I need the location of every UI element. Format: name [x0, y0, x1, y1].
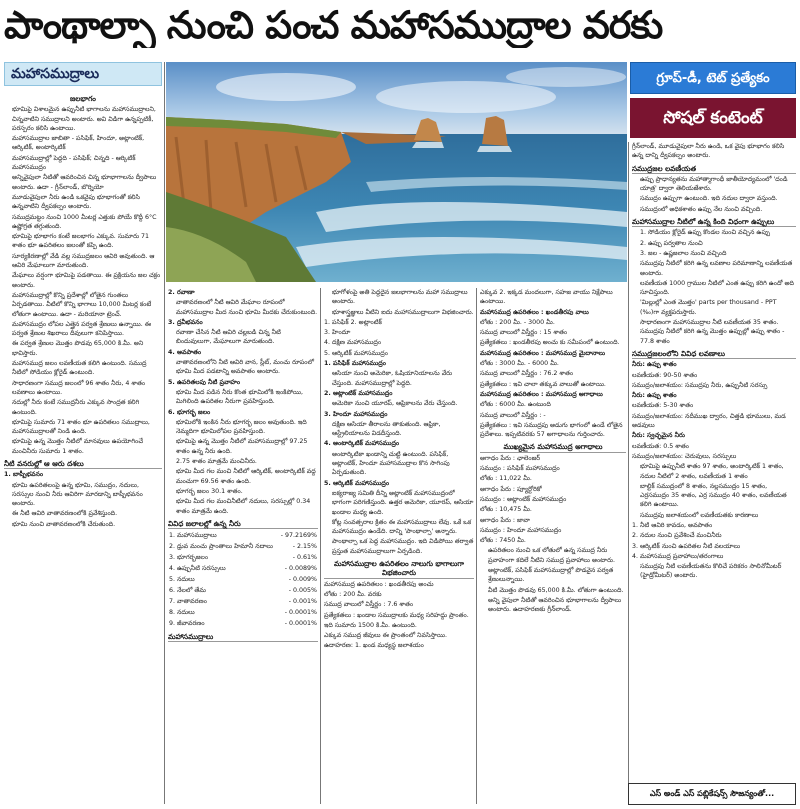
list-item: • మహాసముద్రాల్లో కొన్ని ప్రదేశాల్లో లోతైన గుంతలు ఏర్పడతాయి. వీటిలో కొన్ని భాగాలు 10,000 మీటర్ల కంటే లోతుగా ఉంటాయి. ఉదా - మరియానా ట్రెంచ్. [12, 291, 162, 319]
list-item: • భూమి నుంచి వాతావరణంలోకి చేరుతుంది. [12, 520, 162, 529]
paragraph: మహాసముద్ర ఉపరితలం : మహాసముద్ర అగాధాలు [480, 390, 603, 398]
list-item: • భూమిపై ఉన్న మొత్తం నీటిలో మహాసముద్రాల్లో 97.25 శాతం ఉన్న నీరు ఉంది. [176, 437, 318, 456]
table-row [168, 585, 318, 596]
paragraph: లోతు : 10,475 మీ. [480, 506, 532, 514]
table-cell: 9. జీవావరణం [169, 620, 205, 628]
list-item: • భూగర్భ జలం 30.1 శాతం. [176, 487, 318, 496]
list-item: • భూమిపై భూభాగం కంటే జలభాగం ఎక్కువ. సుమారు 71 శాతం భూ ఉపరితలం జలంతో కప్పి ఉంది. [12, 232, 162, 251]
paragraph: సముద్రం/జలాశయం: చెరువులు, సరస్సులు [632, 452, 737, 460]
table-cell: 3. భూగర్భజలం [169, 554, 209, 562]
col1-section-heading: నీటి వనరుల్లో ఆ ఆరు దశలు [4, 459, 162, 469]
table-cell: - 0.0001% [284, 609, 317, 617]
list-item: • భూమిపై విశాలమైన ఉప్పునీటి భాగాలను మహాసముద్రాలని, చిన్నవాటిని సముద్రాలని అంటారు. అవి విడిగా ఉన్నప్పటికీ, పరస్పరం కలిసి ఉంటాయి. [12, 105, 162, 133]
list-item: • 'మిల్లుల్లో ఎంత మొత్తం' parts per thousand - PPT (‰)గా వ్యక్తపరుస్తారు. [640, 298, 796, 317]
table-row [168, 530, 318, 541]
table-cell: 7. వాతావరణం [169, 598, 207, 606]
list-item: • ఈ పర్వత శ్రేణుల మొత్తం పొడవు 65,000 కి.మీ. అని భావిస్తారు. [12, 339, 162, 358]
list-item: • మూడువైపులా నీరు ఉండి ఒకవైపు భూభాగంతో కలిసి ఉన్నవాటిని ద్వీపకల్పం అంటారు. [12, 193, 162, 212]
list-item: • వాతావరణంలో నీటి ఆవిరి మేఘాల రూపంలో మహాసముద్రాల మీద నుంచి భూమి మీదకు చేరుకుంటుంది. [176, 298, 318, 317]
list-item: • భూమిపై ఉప్పునీటి శాతం 97 శాతం, అంటార్కిటిక్ 1 శాతం, నదుల నీటిలో 2 శాతం, లవణీయత 1 శాతం [640, 462, 796, 481]
paragraph: 5. ఆర్కిటిక్ మహాసముద్రం [324, 479, 390, 487]
list-item: • భూమి మీద గల మంచినీటిలో నదులు, సరస్సుల్లో 0.34 శాతం మాత్రమే ఉంది. [176, 497, 318, 516]
list-item: • 2.75 శాతం మాత్రమే మంచినీరు. [176, 457, 318, 466]
paragraph: 3. ఆర్కిటిక్ నుంచి ఉపరితల నీటి వలయాలు [632, 542, 741, 550]
list-item: • 2. ఉప్పు పర్వతాల నుంచి [640, 239, 796, 248]
list-item: • అమెరికా నుంచి యూరప్, ఆఫ్రికాలను వేరు చేస్తుంది. [332, 399, 474, 408]
col5-section-heading-1: సముద్రజల లవణీయత [632, 164, 796, 174]
list-item: • సముద్రం ఉప్పుగా ఉంటుంది. ఇది నదుల ద్వారా వస్తుంది. [640, 194, 796, 203]
col2-list-c [168, 358, 318, 377]
table-cell: - 0.61% [292, 554, 317, 562]
col3-list-b [324, 369, 474, 388]
paragraph: మహాసముద్ర ఉపరితలం : మహాసముద్ర మైదానాలు [480, 349, 606, 357]
list-item: • 3. జల - ఉష్ణజలాల నుంచి వచ్చింది [640, 249, 796, 258]
list-item: • సాధారణంగా మహాసముద్రాల నీటి లవణీయత 35 శాతం. సముద్రపు నీటిలో కరిగి ఉన్న మొత్తం ఉప్పుల్లో ఉప్పు శాతం - 77.8 శాతం [640, 318, 796, 346]
column-4 [480, 288, 626, 804]
section-strip-oceans: మహాసముద్రాలు [4, 62, 162, 86]
table-cell: 1. మహాసముద్రాలు [169, 532, 217, 540]
paragraph: 4. దక్షిణ మహాసముద్రం [324, 339, 382, 347]
list-item: • కోట్ల సంవత్సరాల క్రితం ఈ మహాసముద్రాలు లేవు. ఒకే ఒక మహాసముద్రం ఉండేది. దాన్ని 'పాంథాల్సా' అన్నారు. [332, 518, 474, 537]
col3-list-e [324, 450, 474, 478]
publisher-credit-tab: ఎస్ అండ్ ఎస్ పబ్లికేషన్స్ సౌజన్యంతో... [628, 783, 796, 805]
table-cell: - 0.001% [288, 598, 317, 606]
col3-list-f [324, 489, 474, 556]
paragraph: 5. ఉపరితలపు నీటి ప్రవాహం [168, 378, 241, 386]
paragraph: సముద్రం/జలాశయం: నదీముఖ ద్వారం, చిత్తడి భూములు, మడ అడవులు [632, 412, 786, 430]
paragraph: 4. అవపాతం [168, 348, 202, 356]
list-item: • వాతావరణంలోని నీటి ఆవిరి వాన, స్లీట్, మంచు రూపంలో భూమి మీద పడటాన్ని అవపాతం అంటారు. [176, 358, 318, 377]
table-cell: 4. ఉప్పునీటి సరస్సులు [169, 565, 226, 573]
list-item: • సముద్రపు జలాశయంలో లవణీయతకు కారణాలు [640, 511, 796, 520]
table-cell: 2. ధ్రువ మంచు ప్రాంతాలు హిమానీ నదాలు [169, 543, 273, 551]
paragraph: 2. రవాణా [168, 289, 195, 296]
list-item: • వీటి మొత్తం పొడవు 65,000 కి.మీ. లోతుగా ఉంటుంది. [488, 586, 626, 595]
table-row [168, 607, 318, 618]
paragraph: 1. బాష్పీభవనం [4, 471, 44, 479]
col4-section-heading: ముఖ్యమైన మహాసముద్ర అగాధాలు [480, 442, 626, 452]
paragraph: లవణీయత: 0.5 శాతం [632, 442, 689, 450]
col2-table-title: వివిధ జలాలల్లో ఉన్న నీరు [168, 519, 318, 529]
table-row [168, 574, 318, 585]
list-item: • అంటార్కిటికా ఖండాన్ని చుట్టి ఉంటుంది. పసిఫిక్, అట్లాంటిక్, హిందూ మహాసముద్రాల కొన సాగింపు ఏర్పడుతుంది. [332, 450, 474, 478]
paragraph: 2. నదుల నుంచి ప్రవేశించే మంచినీరు [632, 532, 722, 540]
paragraph: ఇది సుమారు 1500 కి.మీ. ఉంటుంది. [324, 621, 417, 629]
paragraph: నీరు: ఉప్పు శాతం [632, 392, 677, 400]
table-cell: - 0.0001% [284, 620, 317, 628]
table-cell: 8. నదులు [169, 609, 195, 617]
paragraph: సముద్రం : అట్లాంటిక్ మహాసముద్రం [480, 495, 567, 503]
paragraph: 1. పసిఫిక్ 2. అట్లాంటిక్ [324, 318, 382, 326]
list-item: • మేఘాలు వర్షంగా భూమిపై పడతాయి. ఈ ప్రక్రియను జల చక్రం అంటారు. [12, 271, 162, 290]
column-divider [320, 288, 321, 804]
list-item: • అన్నివైపులా నీటితో ఆవరించిన చిన్న భూభాగాలను ద్వీపాలు అంటారు. ఉదా - గ్రీన్‌లాండ్, బొర్నియో [12, 173, 162, 192]
paragraph: నీరు: ఉప్పు శాతం [632, 361, 677, 369]
col2-list-d [168, 388, 318, 407]
list-item: • భూశాస్త్రజ్ఞులు వీటిని ఐదు మహాసముద్రాలుగా విభజించారు. [332, 308, 474, 317]
paragraph: నీరు: స్వచ్ఛమైన నీరు [632, 432, 685, 440]
column-divider [164, 62, 165, 804]
col1-subheading: జలభాగం [70, 94, 96, 103]
list-item: • లవణీయత 1000 గ్రాముల నీటిలో ఎంత ఉప్పు కరిగి ఉందో అది సూచిస్తుంది. [640, 279, 796, 298]
paragraph: సముద్రం/జలాశయం: సముద్రపు నీరు, ఉప్పునీటి సరస్సు [632, 381, 768, 389]
paragraph: ప్రత్యేకతలు : ఖండాల సముద్రాలకు మధ్య సరిహద్దు ప్రాంతం. [324, 611, 469, 619]
table-cell: 6. నేలలో తేమ [169, 587, 206, 595]
paragraph: 5. ఆర్కిటిక్ మహాసముద్రం [324, 349, 388, 357]
paragraph: మహాసముద్ర ఉపరితలం : ఖండతీరపు అంచు [324, 580, 434, 588]
paragraph: ప్రత్యేకతలు : ఇవి సముద్రపు అడుగు భాగంలో ఉండే లోతైన ప్రదేశాలు. ఇప్పటివరకు 57 అగాధాలను గుర్తించారు. [480, 421, 623, 439]
paragraph: 3. ద్రవీభవనం [168, 318, 203, 326]
table-row [168, 563, 318, 574]
list-item: • పాంథాల్సా ఒక పెద్ద మహాసముద్రం. ఇది విడిపోయి తర్వాత ప్రస్తుత మహాసముద్రాలుగా ఏర్పడింది. [332, 537, 474, 556]
paragraph: లోతు : 7450 మీ. [480, 537, 526, 545]
col3-section-heading: మహాసముద్రాల ఉపరితలం నాలుగు భాగాలుగా విభజించారు [324, 559, 474, 579]
col2-list-b [168, 328, 318, 347]
paragraph: సముద్రం : హిందూ మహాసముద్రం [480, 526, 562, 534]
list-item: • 1. సోడియం క్లోరైడ్ ఉప్పు కొండల నుంచి వచ్చిన ఉప్పు [640, 228, 796, 237]
paragraph: ప్రత్యేకతలు : ఖండతీరపు అంచు కు సమీపంలో ఉంటుంది. [480, 339, 620, 347]
list-item: • సముద్రమట్టం నుంచి 1000 మీటర్ల ఎత్తుకు పోయే కొద్దీ 6°C ఉష్ణోగ్రత తగ్గుతుంది. [12, 213, 162, 232]
water-distribution-table [168, 530, 318, 629]
paragraph: అగాధం పేరు : ప్యూర్టోరికో [480, 485, 542, 493]
list-item: • భూగోళంపై అతి పెద్దదైన జలభాగాలను మహా సముద్రాలు అంటారు. [332, 288, 474, 307]
paragraph: ఎక్కువ సముద్ర జీవులు ఈ ప్రాంతంలో నివసిస్తాయి. [324, 632, 447, 640]
list-item: • సముద్రపు నీటిలో కరిగి ఉన్న లవణాల పరిమాణాన్ని లవణీయత అంటారు. [640, 259, 796, 278]
paragraph: 2. అట్లాంటిక్ మహాసముద్రం [324, 389, 393, 397]
col4-list [480, 546, 626, 614]
list-item: • మహాసముద్ర జలం లవణీయత కలిగి ఉంటుంది. సముద్ర నీటిలో సోడియం క్లోరైడ్ ఉంటుంది. [12, 359, 162, 378]
col5-list-3 [632, 462, 796, 520]
list-item: • ఉపరితలం నుంచి ఒక లోతులో ఉన్న సముద్ర నీరు ప్రవాహంగా కదిలే నీటిని సముద్ర ప్రవాహాలు అంటారు. [488, 546, 626, 565]
paragraph: 4. అంటార్కిటిక్ మహాసముద్రం [324, 440, 400, 448]
paragraph: లవణీయత: 5-30 శాతం [632, 402, 694, 410]
paragraph: 1. పసిఫిక్ మహాసముద్రం [324, 360, 386, 368]
list-item: • సాధారణంగా సముద్ర జలంలో 96 శాతం నీరు, 4 శాతం లవణాలు ఉంటాయి. [12, 379, 162, 398]
list-item: • మహాసముద్రాల్లో పెద్దది - పసిఫిక్; చిన్నది - ఆర్కిటిక్ మహాసముద్రం [12, 154, 162, 173]
list-item: • మహాసముద్రాల జాబితా - పసిఫిక్, హిందూ, అట్లాంటిక్, ఆర్కిటిక్, అంటార్కిటిక్ [12, 134, 162, 153]
social-content-banner: సోషల్ కంటెంట్ [630, 98, 796, 138]
paragraph: గ్రీన్‌లాండ్, మూడువైపులా నీరు ఉండి, ఒక వైపు భూభాగం కలిసి ఉన్న దాన్ని ద్వీపకల్పం అంటారు. [632, 143, 785, 160]
paragraph: 6. భూగర్భ జలం [168, 408, 211, 416]
col5-section-heading-2: మహాసముద్రాల నీటిలో ఉన్న కింది విధంగా ఉప్పులు [632, 217, 796, 227]
paragraph: లోతు : 6000 మీ. ఉంటుంది [480, 401, 551, 409]
column-3 [324, 288, 474, 804]
paragraph: ఎక్కువ 2. ఇక్కడ మందలుగా, సహజ వాయు నిక్షేపాలు ఉంటాయి. [480, 289, 613, 306]
page-headline: పాంథాల్సా నుంచి పంచ మహాసముద్రాల వరకు [4, 3, 663, 47]
table-row [168, 618, 318, 629]
list-item: • ఉప్పు ప్రాధాన్యతను మహాత్మాగాంధీ జాతీయోద్యమంలో 'దండి యాత్ర' ద్వారా తెలియజేశారు. [640, 175, 796, 194]
list-item: • భూమిపై సుమారు 71 శాతం భూ ఉపరితలం సముద్రాలు, మహాసముద్రాలతో నిండి ఉంది. [12, 418, 162, 437]
list-item: • ఆసియా నుంచి అమెరికా, ఓషియానియాలను వేరు చేస్తుంది. మహాసముద్రాల్లో పెద్దది. [332, 369, 474, 388]
paragraph: లోతు : 11,022 మీ. [480, 475, 532, 483]
list-item: • అట్లాంటిక్, పసిఫిక్ మహాసముద్రాల్లో పొడవైన పర్వత శ్రేణులున్నాయి. [488, 566, 626, 585]
column-divider [628, 142, 629, 804]
table-row [168, 541, 318, 552]
paragraph: 1. నీటి ఆవిరి కావడం, అవపాతం [632, 521, 713, 529]
list-item: • దక్షిణ ఆసియా తీరాలను తాకుతుంది. ఆఫ్రికా, ఆస్ట్రేలియాలను విడదీస్తుంది. [332, 420, 474, 439]
col5-list-2 [632, 228, 796, 346]
col2-list-e [168, 418, 318, 516]
col1-section-list [4, 481, 162, 529]
list-item: • నదుల్లో నీరు కంటే సముద్రనీరు ఎక్కువ సాంద్రత కలిగి ఉంటుంది. [12, 398, 162, 417]
column-2 [168, 288, 318, 804]
paragraph: సముద్ర వాలులో విస్తీర్ణం : 76.2 శాతం [480, 370, 574, 378]
list-item: • బాల్టిక్ సముద్రంలో 8 శాతం, నల్లసముద్రం 15 శాతం, ఎర్రసముద్రం 35 శాతం, ఎర్ర సముద్రం 40 శాతం, లవణీయత కలిగి ఉంటాయి. [640, 482, 796, 510]
table-cell: - 0.009% [288, 576, 317, 584]
paragraph: మహాసముద్ర ఉపరితలం : ఖండతీరపు వాలు [480, 308, 589, 316]
paragraph: ప్రత్యేకతలు : ఇవి చాలా తక్కువ వాలుతో ఉంటాయి. [480, 380, 606, 388]
list-item: • భూమిపై ఉన్న మొత్తం నీటిలో మానవులు ఉపయోగించే మంచినీరు సుమారు 1 శాతం. [12, 437, 162, 456]
col1-list [4, 105, 162, 456]
col2-footer-heading: మహాసముద్రాలు [168, 632, 318, 642]
paragraph: సముద్ర వాలులో విస్తీర్ణం : 15 శాతం [480, 329, 568, 337]
paragraph: అగాధం పేరు : ఛాలెంజర్ [480, 454, 540, 462]
table-row [168, 552, 318, 563]
paragraph: లవణీయత: 90-50 శాతం [632, 371, 698, 379]
table-cell: - 2.15% [292, 543, 317, 551]
col5-list-4 [632, 562, 796, 581]
paragraph: సముద్ర వాలులో విస్తీర్ణం : 7.6 శాతం [324, 601, 414, 609]
col5-list-1 [632, 175, 796, 214]
table-cell: - 0.005% [288, 587, 317, 595]
col5-section-heading-3: సముద్రజలంలోని వివిధ లవణాలు [632, 349, 796, 359]
paragraph: అగాధం పేరు : జావా [480, 516, 530, 524]
column-divider [476, 288, 477, 804]
list-item: • మహాసముద్రం లోపల ఎత్తైన పర్వత శ్రేణులు ఉన్నాయి. ఈ పర్వత శ్రేణుల శిఖరాలు దీవులుగా కనిపిస్తాయి. [12, 320, 162, 339]
col3-list-d [324, 420, 474, 439]
paragraph: లోతు : 200 మీ. - 3000 మీ. [480, 318, 555, 326]
paragraph: 3. హిందూ [324, 329, 351, 337]
paragraph: లోతు : 3000 మీ. - 6000 మీ. [480, 360, 559, 368]
paragraph: సముద్రం : పసిఫిక్ మహాసముద్రం [480, 465, 560, 473]
column-1 [4, 92, 162, 804]
list-item: • భూమి మీద గల మంచి నీటిలో ఆర్కిటిక్, అంటార్కిటిక్ వద్ద మంచుగా 69.56 శాతం ఉంది. [176, 467, 318, 486]
list-item: • ఈ నీటి ఆవిరి వాతావరణంలోకి ప్రవేశిస్తుంది. [12, 509, 162, 518]
table-cell: - 97.2169% [280, 532, 317, 540]
paragraph: ఉదాహరణ: 1. ఖండ మధ్యస్థ జలాశయం [324, 642, 424, 650]
table-row [168, 596, 318, 607]
sea-stacks-coastline-photo [166, 62, 627, 282]
list-item: • భూమి మీద పడిన నీరు కొంత భూమిలోకి ఇంకిపోయి, మిగిలింది ఉపరితల నీరుగా ప్రవహిస్తుంది. [176, 388, 318, 407]
col3-list-c [324, 399, 474, 408]
list-item: • భూమి ఉపరితలంపై ఉన్న భూమి, సముద్రం, నదులు, సరస్సుల నుంచి నీరు ఆవిరిగా మారడాన్ని బాష్పీభవనం అంటారు. [12, 481, 162, 509]
table-cell: - 0.0089% [284, 565, 317, 573]
paragraph: సముద్ర వాలులో విస్తీర్ణం : - [480, 411, 546, 419]
table-cell: 5. నదులు [169, 576, 195, 584]
column-5 [632, 142, 796, 780]
list-item: • సముద్రపు నీటి లవణీయతను కొలిచే పరికరం సాలినోమీటర్ (హైడ్రోమీటర్) అంటారు. [640, 562, 796, 581]
list-item: • ఐక్యరాజ్య సమితి దీన్ని అట్లాంటిక్ మహాసముద్రంలో భాగంగా పరిగణిస్తుంది. ఉత్తర అమెరికా, యూరప్, ఆసియా ఖండాల మధ్య ఉంది. [332, 489, 474, 517]
paragraph: లోతు : 200 మీ. వరకు [324, 590, 382, 598]
list-item: • సముద్రంలో అధికశాతం ఉప్పు నేల నుంచి వచ్చింది. [640, 205, 796, 214]
paragraph: 4. మహాసముద్ర ప్రవాహాలు/తరంగాలు [632, 552, 724, 560]
group-d-tet-special-banner: గ్రూప్-డీ, టెట్ ప్రత్యేకం [630, 62, 796, 94]
list-item: • అన్ని వైపులా నీటితో ఆవరించిన భూభాగాలను ద్వీపాలు అంటారు. ఉదాహరణకు గ్రీన్‌లాండ్. [488, 596, 626, 615]
list-item: • భూమిలోకి ఇంకిన నీరు భూగర్భ జలం అవుతుంది. ఇది నెమ్మదిగా భూమిలోపల ప్రవహిస్తుంది. [176, 418, 318, 437]
paragraph: 3. హిందూ మహాసముద్రం [324, 410, 388, 418]
list-item: • సూర్యకిరణాల్లో వేడి వల్ల సముద్రజలం ఆవిరి అవుతుంది. ఆ ఆవిరి మేఘాలుగా మారుతుంది. [12, 252, 162, 271]
col3-list-a [324, 288, 474, 317]
photo-graphic [166, 62, 627, 282]
col2-list-a [168, 298, 318, 317]
list-item: • రవాణా చేసిన నీటి ఆవిరి చల్లబడి చిన్న నీటి బిందువులుగా, మేఘాలుగా మారుతుంది. [176, 328, 318, 347]
